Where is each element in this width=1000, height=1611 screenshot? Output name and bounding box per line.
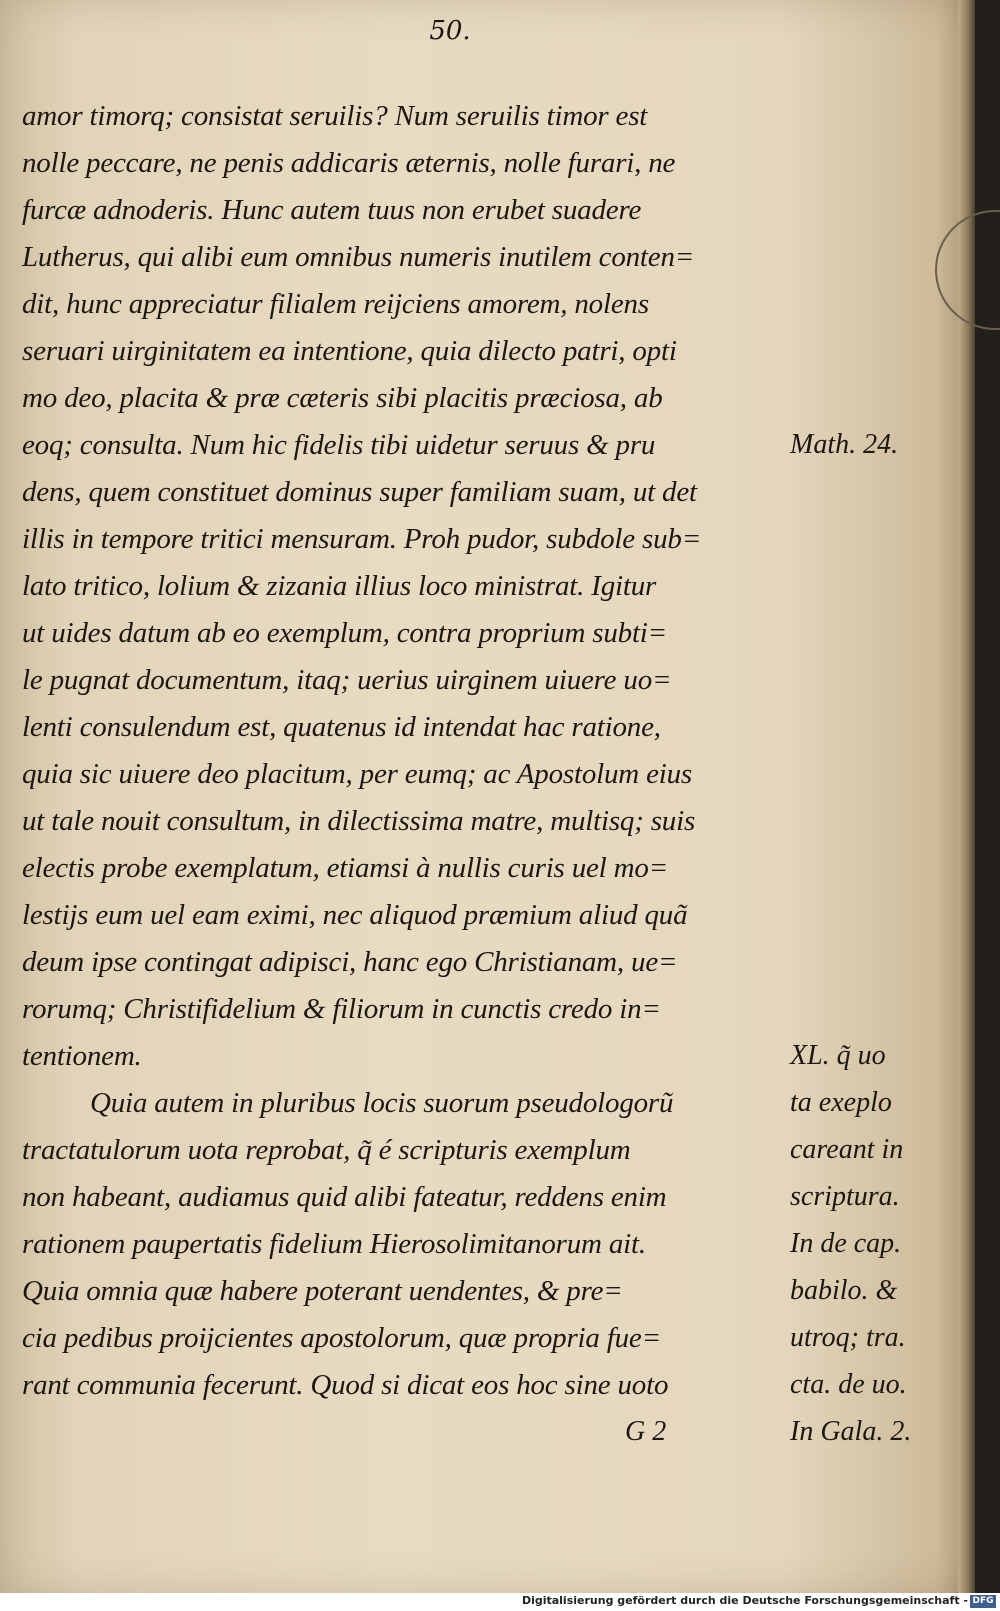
text-line: illis in tempore tritici mensuram. Proh pudor, subdole sub= (22, 523, 702, 555)
margin-note-line: cta. de uo. (790, 1369, 907, 1400)
text-line: tractatulorum uota reprobat, q̃ é scripturis exemplum (22, 1134, 631, 1166)
text-line: le pugnat documentum, itaq; uerius uirginem uiuere uo= (22, 664, 672, 696)
text-line: dit, hunc appreciatur filialem reijciens amorem, nolens (22, 288, 649, 320)
text-line: eoq; consulta. Num hic fidelis tibi uidetur seruus & pru (22, 429, 656, 461)
text-line: Quia omnia quæ habere poterant uendentes, & pre= (22, 1275, 623, 1307)
signature-mark: G 2 (625, 1416, 667, 1447)
text-line: amor timorq; consistat seruilis? Num seruilis timor est (22, 100, 648, 132)
text-line: lenti consulendum est, quatenus id intendat hac ratione, (22, 711, 661, 743)
margin-note-line: In de cap. (790, 1228, 902, 1259)
text-line: rorumq; Christifidelium & filiorum in cunctis credo in= (22, 993, 661, 1025)
margin-note-math: Math. 24. (790, 429, 899, 460)
text-line: lestijs eum uel eam eximi, nec aliquod præmium aliud quã (22, 899, 688, 931)
text-line: dens, quem constituet dominus super familiam suam, ut det (22, 476, 697, 508)
text-line: Lutherus, qui alibi eum omnibus numeris inutilem conten= (22, 241, 695, 273)
digitization-footer (0, 1593, 1000, 1611)
margin-note-line: careant in (790, 1134, 904, 1165)
footer-credit: Digitalisierung gefördert durch die Deutsche Forschungsgemeinschaft - (521, 1594, 968, 1607)
text-line: non habeant, audiamus quid alibi fateatur, reddens enim (22, 1181, 667, 1213)
text-line: nolle peccare, ne penis addicaris æternis, nolle furari, ne (22, 147, 676, 179)
paragraph-start-line: Quia autem in pluribus locis suorum pseudologorũ (90, 1087, 674, 1119)
text-line: lato tritico, lolium & zizania illius loco ministrat. Igitur (22, 570, 657, 602)
text-line: deum ipse contingat adipisci, hanc ego Christianam, ue= (22, 946, 678, 978)
dfg-logo-icon: DFG (970, 1595, 996, 1608)
margin-note-line: babilo. & (790, 1275, 898, 1306)
text-line: quia sic uiuere deo placitum, per eumq; ac Apostolum eius (22, 758, 692, 790)
text-line: rant communia fecerunt. Quod si dicat eos hoc sine uoto (22, 1369, 669, 1401)
text-line: mo deo, placita & præ cæteris sibi placitis præciosa, ab (22, 382, 663, 414)
text-line: electis probe exemplatum, etiamsi à nullis curis uel mo= (22, 852, 668, 884)
text-line: furcæ adnoderis. Hunc autem tuus non erubet suadere (22, 194, 642, 226)
margin-note-line: scriptura. (790, 1181, 900, 1212)
margin-note-gala: In Gala. 2. (790, 1416, 912, 1447)
text-line: ut tale nouit consultum, in dilectissima matre, multisq; suis (22, 805, 696, 837)
text-line: rationem paupertatis fidelium Hierosolimitanorum ait. (22, 1228, 646, 1260)
text-line: cia pedibus proijcientes apostolorum, quæ propria fue= (22, 1322, 661, 1354)
page-number: 50. (429, 16, 471, 46)
text-line: tentionem. (22, 1040, 142, 1072)
margin-note-line: XL. q̃ uo (790, 1040, 886, 1071)
text-line: ut uides datum ab eo exemplum, contra proprium subti= (22, 617, 668, 649)
margin-note-line: utroq; tra. (790, 1322, 906, 1353)
margin-note-line: ta exeplo (790, 1087, 892, 1118)
text-line: seruari uirginitatem ea intentione, quia dilecto patri, opti (22, 335, 677, 367)
